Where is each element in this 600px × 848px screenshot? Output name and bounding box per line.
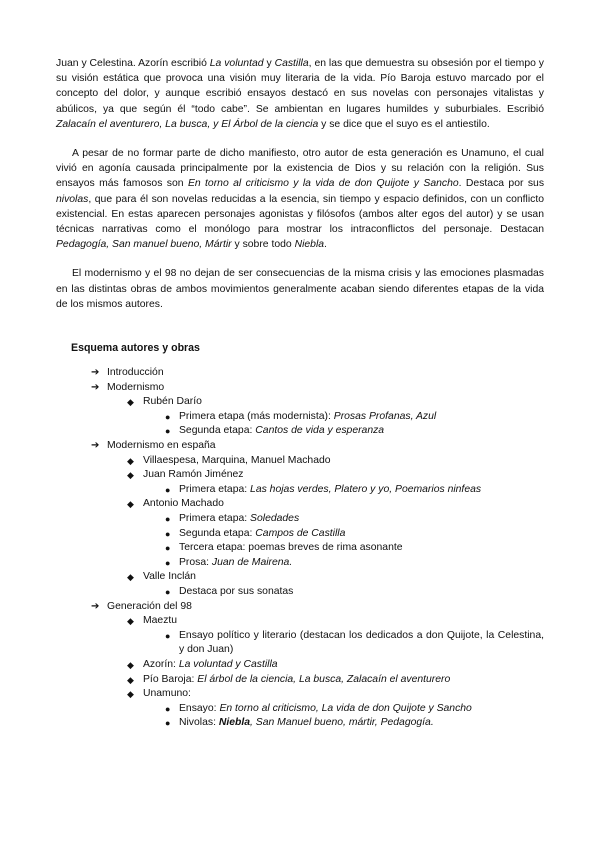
dot-icon: ● [165, 630, 171, 641]
outline-text: Tercera etapa: poemas breves de rima asonante [179, 542, 403, 554]
work-title: Campos de Castilla [255, 527, 346, 539]
outline-text: Primera etapa: [179, 512, 251, 524]
work-title: Castilla [274, 58, 309, 69]
text-run: , que para él son novelas reducidas a la esencia, sin tiempo y espacio definidos, con un conflicto existencial. En estas aparecen personajes agonistas y filósofos (ambos alter egos del autor) y se usan técnicas narrativas como el monólogo para mostrar los intraconflictos del personaje. Destacan [56, 193, 544, 236]
text-run: A pesar de no formar parte de dicho manifiesto, otro autor de esta generación es Unamuno, el cual vivió en agonía causada principalmente por la existencia de Dios y su relación con la religión. Sus ensayos más famosos son [56, 148, 544, 190]
work-title: nivolas [56, 193, 89, 205]
dot-icon: ● [165, 513, 171, 524]
text-run: . [324, 239, 327, 251]
outline-text: Introducción [107, 367, 164, 379]
outline-item [56, 716, 544, 731]
diamond-icon: ◆ [127, 499, 134, 510]
work-title: Prosas Profanas, Azul [333, 410, 437, 422]
arrow-icon: ➔ [91, 381, 100, 393]
diamond-icon: ◆ [127, 674, 134, 685]
outline-text: Prosa: [179, 556, 212, 568]
text-run: , en las que demuestra su obsesión por el tiempo y su visión estática que provoca una visión muy literaria de la vida. Pío Baroja estuvo marcado por el concepto del dolor, y aunque escribió ensayos destacó en sus novelas con personajes vitalistas y abúlicos, ya que según él “todo cabe”. Se ambientan en lugares humildes y suburbiales. Escribió [56, 58, 544, 115]
work-title: Las hojas verdes, Platero y yo, Poemarios ninfeas [250, 483, 482, 495]
outline-item [56, 439, 544, 454]
outline-item [56, 658, 544, 673]
outline-text: Unamuno: [143, 688, 191, 700]
dot-icon: ● [165, 557, 171, 568]
outline-item [56, 687, 544, 702]
dot-icon: ● [165, 411, 171, 422]
outline-title: Esquema autores y obras [71, 342, 200, 355]
outline-item [56, 527, 544, 542]
outline-text: Generación del 98 [107, 600, 192, 612]
outline-item [56, 570, 544, 585]
outline-item [56, 395, 544, 410]
outline-text: Ensayo: [179, 702, 220, 714]
outline-item [56, 702, 544, 717]
work-title: Soledades [250, 512, 300, 524]
dot-icon: ● [165, 543, 171, 554]
dot-icon: ● [165, 718, 171, 729]
outline-text: Destaca por sus sonatas [179, 585, 294, 597]
diamond-icon: ◆ [127, 397, 134, 408]
diamond-icon: ◆ [127, 470, 134, 481]
outline-item [56, 673, 544, 688]
outline-item [56, 424, 544, 439]
work-title: En torno al criticismo y la vida de don Quijote y Sancho [187, 178, 459, 190]
outline-item [56, 512, 544, 527]
outline-text: Segunda etapa: [179, 425, 256, 437]
outline-text: Antonio Machado [143, 498, 224, 510]
paragraph-unamuno [56, 146, 544, 252]
text-run: Juan y Celestina. Azorín escribió [56, 58, 210, 69]
outline-text: Nivolas: [179, 717, 219, 729]
outline-item [56, 468, 544, 483]
outline-text: Segunda etapa: [179, 527, 256, 539]
outline-item [56, 541, 544, 556]
work-title: Niebla [294, 239, 325, 251]
work-title: En torno al criticismo, La vida de don Quijote y Sancho [219, 702, 472, 714]
work-title: Pedagogía, San manuel bueno, Mártir [56, 239, 232, 251]
diamond-icon: ◆ [127, 689, 134, 700]
outline-text: Valle Inclán [143, 571, 196, 583]
arrow-icon: ➔ [91, 600, 100, 612]
outline-item [56, 410, 544, 425]
outline-item [56, 600, 544, 615]
outline-text: Primera etapa: [179, 483, 251, 495]
outline-list [56, 366, 544, 731]
outline-item [56, 614, 544, 629]
work-title: El árbol de la ciencia, La busca, Zalacaín el aventurero [197, 673, 451, 685]
work-title: La voluntad [209, 58, 264, 69]
outline-text: Modernismo [107, 381, 165, 393]
outline-item [56, 585, 544, 600]
diamond-icon: ◆ [127, 572, 134, 583]
outline-text: Azorín: [143, 658, 179, 670]
outline-text: Pío Baroja: [143, 673, 198, 685]
text-run: . Destaca por sus [458, 178, 545, 190]
work-title-bold: Niebla [218, 717, 251, 729]
outline-text: Juan Ramón Jiménez [143, 469, 244, 481]
diamond-icon: ◆ [127, 616, 134, 627]
outline-item [56, 366, 544, 381]
outline-item [56, 381, 544, 396]
text-run: y se dice que el suyo es el antiestilo. [318, 118, 490, 130]
dot-icon: ● [165, 528, 171, 539]
diamond-icon: ◆ [127, 659, 134, 670]
outline-text: Maeztu [143, 615, 178, 627]
outline-text: Modernismo en españa [107, 440, 216, 452]
outline-item [56, 454, 544, 469]
outline-text: Villaespesa, Marquina, Manuel Machado [143, 454, 331, 466]
outline-item [56, 629, 544, 658]
arrow-icon: ➔ [91, 440, 100, 452]
diamond-icon: ◆ [127, 455, 134, 466]
text-run: y [263, 58, 275, 69]
dot-icon: ● [165, 703, 171, 714]
dot-icon: ● [165, 586, 171, 597]
paragraph-conclusion: El modernismo y el 98 no dejan de ser consecuencias de la misma crisis y las emociones plasmadas en las distintas obras de ambos movimientos generalmente acaban siendo diferentes etapas de la vida de los mismos autores. [56, 268, 544, 310]
text-run: y sobre todo [231, 239, 295, 251]
outline-item [56, 497, 544, 512]
work-title: , San Manuel bueno, mártir, Pedagogía. [250, 717, 434, 729]
work-title: Cantos de vida y esperanza [255, 425, 385, 437]
work-title: La voluntad y Castilla [178, 658, 278, 670]
work-title: Juan de Mairena. [211, 556, 293, 568]
paragraph-azorin-baroja [56, 56, 544, 132]
work-title: Zalacaín el aventurero, La busca, y El Árbol de la ciencia [56, 118, 319, 130]
dot-icon: ● [165, 426, 171, 437]
outline-text: Primera etapa (más modernista): [179, 410, 334, 422]
outline-item [56, 556, 544, 571]
outline-text: Ensayo político y literario (destacan los dedicados a don Quijote, la Celestina, y don Juan) [179, 629, 544, 656]
arrow-icon: ➔ [91, 367, 100, 379]
dot-icon: ● [165, 484, 171, 495]
outline-item [56, 483, 544, 498]
outline-text: Rubén Darío [143, 396, 202, 408]
